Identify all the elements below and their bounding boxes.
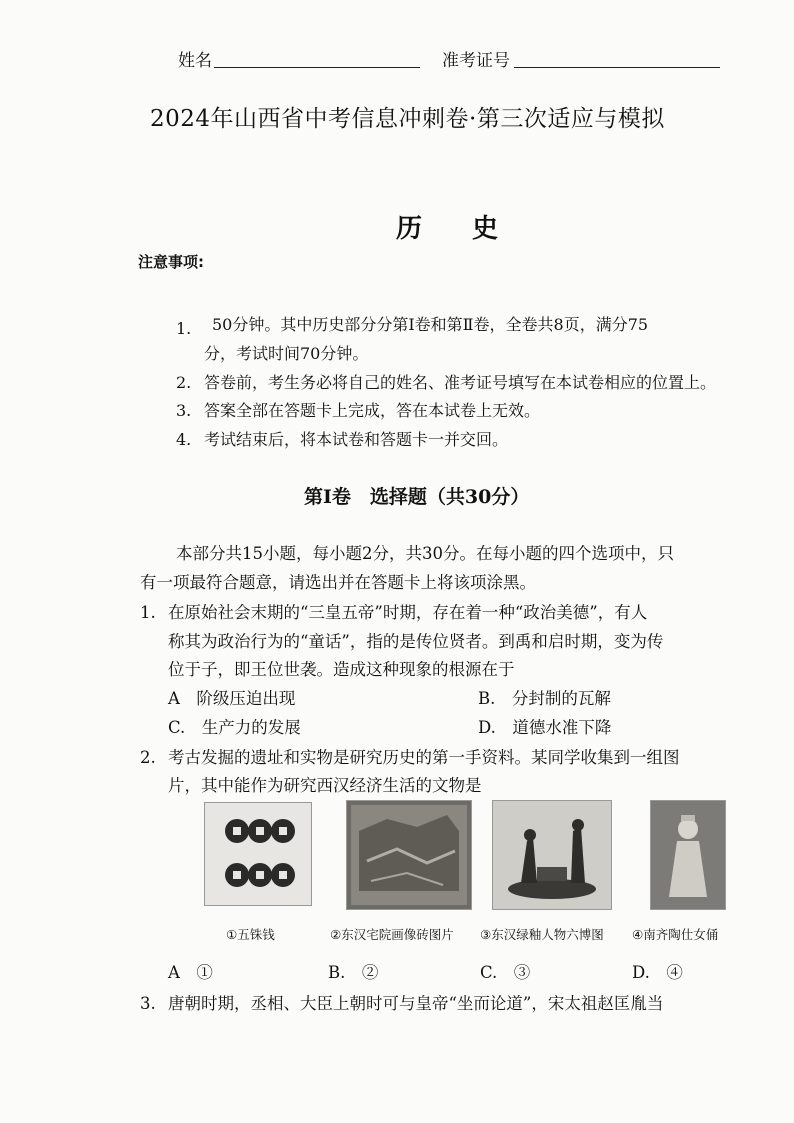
brick-relief-photo [346, 800, 472, 910]
question-1-line-2: 称其为政治行为的“童话”，指的是传位贤者。到禹和启时期，变为传 [168, 632, 664, 651]
question-2-line-2: 片，其中能作为研究西汉经济生活的文物是 [168, 776, 482, 795]
question-2-option-c[interactable]: C. ③ [480, 963, 531, 982]
question-1-option-b[interactable]: B. 分封制的瓦解 [478, 689, 611, 708]
pottery-figurine-photo [650, 800, 726, 910]
question-1-option-d[interactable]: D. 道德水准下降 [478, 718, 612, 737]
notice-item-3-num: 3. [176, 401, 192, 420]
notice-heading: 注意事项: [138, 253, 204, 271]
question-2-line-1: 考古发掘的遗址和实物是研究历史的第一手资料。某同学收集到一组图 [168, 748, 680, 767]
question-1-line-1: 在原始社会末期的“三皇五帝”时期，存在着一种“政治美德”，有人 [168, 603, 648, 622]
pottery-figurine-image [651, 801, 725, 909]
caption-3: ③东汉绿釉人物六博图 [480, 927, 604, 942]
caption-4: ④南齐陶仕女俑 [632, 927, 719, 942]
name-field[interactable] [214, 49, 420, 68]
section-title: 第Ⅰ卷 选择题（共30分） [304, 486, 530, 508]
liubo-figure-image [493, 801, 611, 909]
section-intro-line-2: 有一项最符合题意，请选出并在答题卡上将该项涂黑。 [140, 573, 536, 592]
question-2-option-b[interactable]: B. ② [328, 963, 379, 982]
question-3-num: 3. [140, 994, 156, 1013]
paper-title: 2024年山西省中考信息冲刺卷·第三次适应与模拟 [150, 106, 665, 132]
caption-2: ②东汉宅院画像砖图片 [330, 927, 454, 942]
section-intro-line-1: 本部分共15小题，每小题2分，共30分。在每小题的四个选项中，只 [176, 544, 674, 563]
liubo-figure-photo [492, 800, 612, 910]
question-3-line-1: 唐朝时期，丞相、大臣上朝时可与皇帝“坐而论道”，宋太祖赵匡胤当 [168, 994, 664, 1013]
notice-item-4-num: 4. [176, 430, 192, 449]
caption-1: ①五铢钱 [226, 927, 275, 942]
question-2-num: 2. [140, 748, 156, 767]
notice-item-4-text: 考试结束后，将本试卷和答题卡一并交回。 [204, 430, 509, 449]
notice-item-3-text: 答案全部在答题卡上完成，答在本试卷上无效。 [204, 401, 541, 420]
notice-item-2-num: 2. [176, 373, 192, 392]
question-1-option-a[interactable]: A 阶级压迫出现 [168, 689, 296, 708]
question-1-num: 1. [140, 603, 156, 622]
question-1-line-3: 位于子，即王位世袭。造成这种现象的根源在于 [168, 660, 515, 679]
exam-id-label: 准考证号 [442, 51, 510, 71]
notice-item-2-text: 答卷前，考生务必将自己的姓名、准考证号填写在本试卷相应的位置上。 [204, 373, 717, 392]
question-2-option-d[interactable]: D. ④ [632, 963, 683, 982]
notice-item-1-num: 1. [176, 319, 192, 338]
subject-title: 历史 [396, 214, 549, 244]
question-1-option-c[interactable]: C. 生产力的发展 [168, 718, 301, 737]
coins-photo [204, 802, 312, 906]
exam-id-field[interactable] [514, 49, 720, 68]
brick-relief-image [347, 801, 471, 909]
question-2-option-a[interactable]: A ① [168, 963, 213, 982]
notice-item-1-line-2: 分，考试时间70分钟。 [204, 344, 369, 363]
wuzhu-coins-image [205, 803, 311, 905]
name-label: 姓名 [178, 51, 212, 71]
notice-item-1-line-1: 50分钟。其中历史部分分第Ⅰ卷和第Ⅱ卷，全卷共8页，满分75 [212, 315, 649, 334]
